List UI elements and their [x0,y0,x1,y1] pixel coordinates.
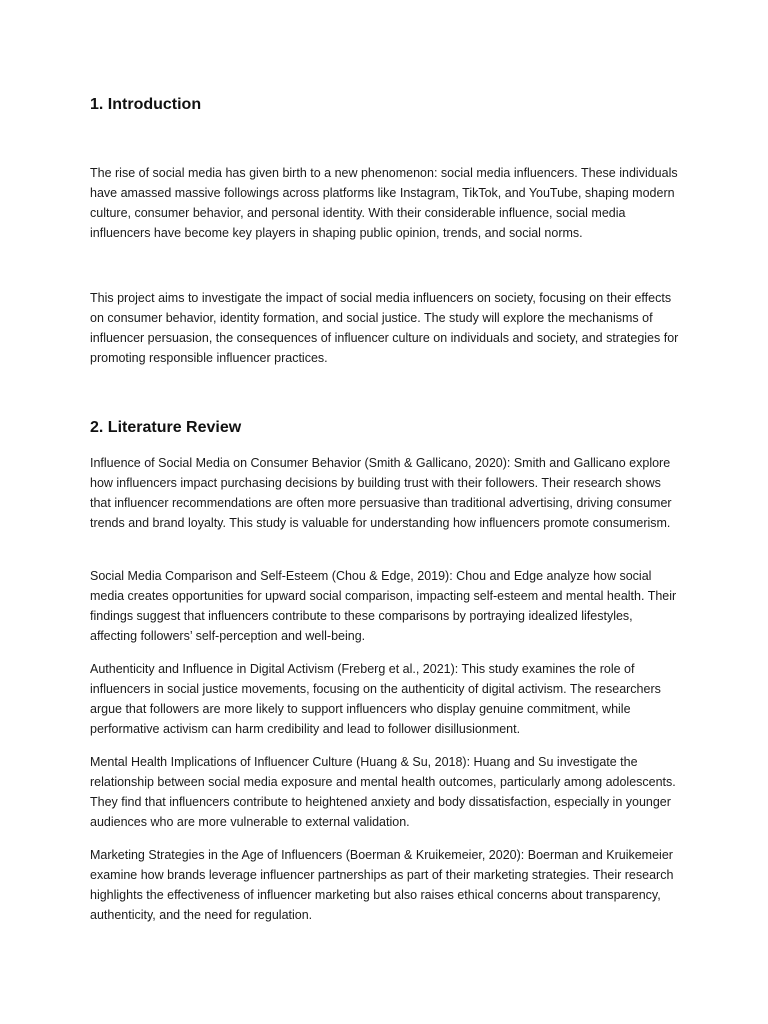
introduction-paragraph: The rise of social media has given birth to a new phenomenon: social media influencers. These individuals have amassed massive followings across platforms like Instagram, TikTok, and YouTube, shaping modern culture, consumer behavior, and personal identity. With their considerable influence, social media influencers have become key players in shaping public opinion, trends, and social norms. [90,166,678,240]
literature-review-paragraph: Authenticity and Influence in Digital Activism (Freberg et al., 2021): This study examines the role of influencers in social justice movements, focusing on the authenticity of digital activism. The researchers argue that followers are more likely to support influencers who display genuine commitment, while performative activism can harm credibility and lead to follower disillusionment. [90,662,661,736]
literature-review-paragraph: Influence of Social Media on Consumer Behavior (Smith & Gallicano, 2020): Smith and Gallicano explore how influencers impact purchasing decisions by building trust with their followers. Their research shows that influencer recommendations are often more persuasive than traditional advertising, driving consumer trends and brand loyalty. This study is valuable for understanding how influencers promote consumerism. [90,456,672,530]
section-heading-literature-review: 2. Literature Review [90,419,242,436]
literature-review-paragraph: Mental Health Implications of Influencer Culture (Huang & Su, 2018): Huang and Su investigate the relationship between social media exposure and mental health outcomes, particularly among adolescents. They find that influencers contribute to heightened anxiety and body dissatisfaction, especially in younger audiences who are more vulnerable to external validation. [90,755,676,829]
section-heading-introduction: 1. Introduction [90,96,202,113]
introduction-paragraph: This project aims to investigate the impact of social media influencers on society, focusing on their effects on consumer behavior, identity formation, and social justice. The study will explore the mechanisms of influencer persuasion, the consequences of influencer culture on individuals and society, and strategies for promoting responsible influencer practices. [90,291,679,365]
literature-review-paragraph: Marketing Strategies in the Age of Influencers (Boerman & Kruikemeier, 2020): Boerman and Kruikemeier examine how brands leverage influencer partnerships as part of their marketing strategies. Their research highlights the effectiveness of influencer marketing but also raises ethical concerns about transparency, authenticity, and the need for regulation. [90,848,674,922]
literature-review-paragraph: Social Media Comparison and Self-Esteem (Chou & Edge, 2019): Chou and Edge analyze how social media creates opportunities for upward social comparison, impacting self-esteem and mental health. Their findings suggest that influencers contribute to these comparisons by portraying idealized lifestyles, affecting followers’ self-perception and well-being. [90,569,677,643]
